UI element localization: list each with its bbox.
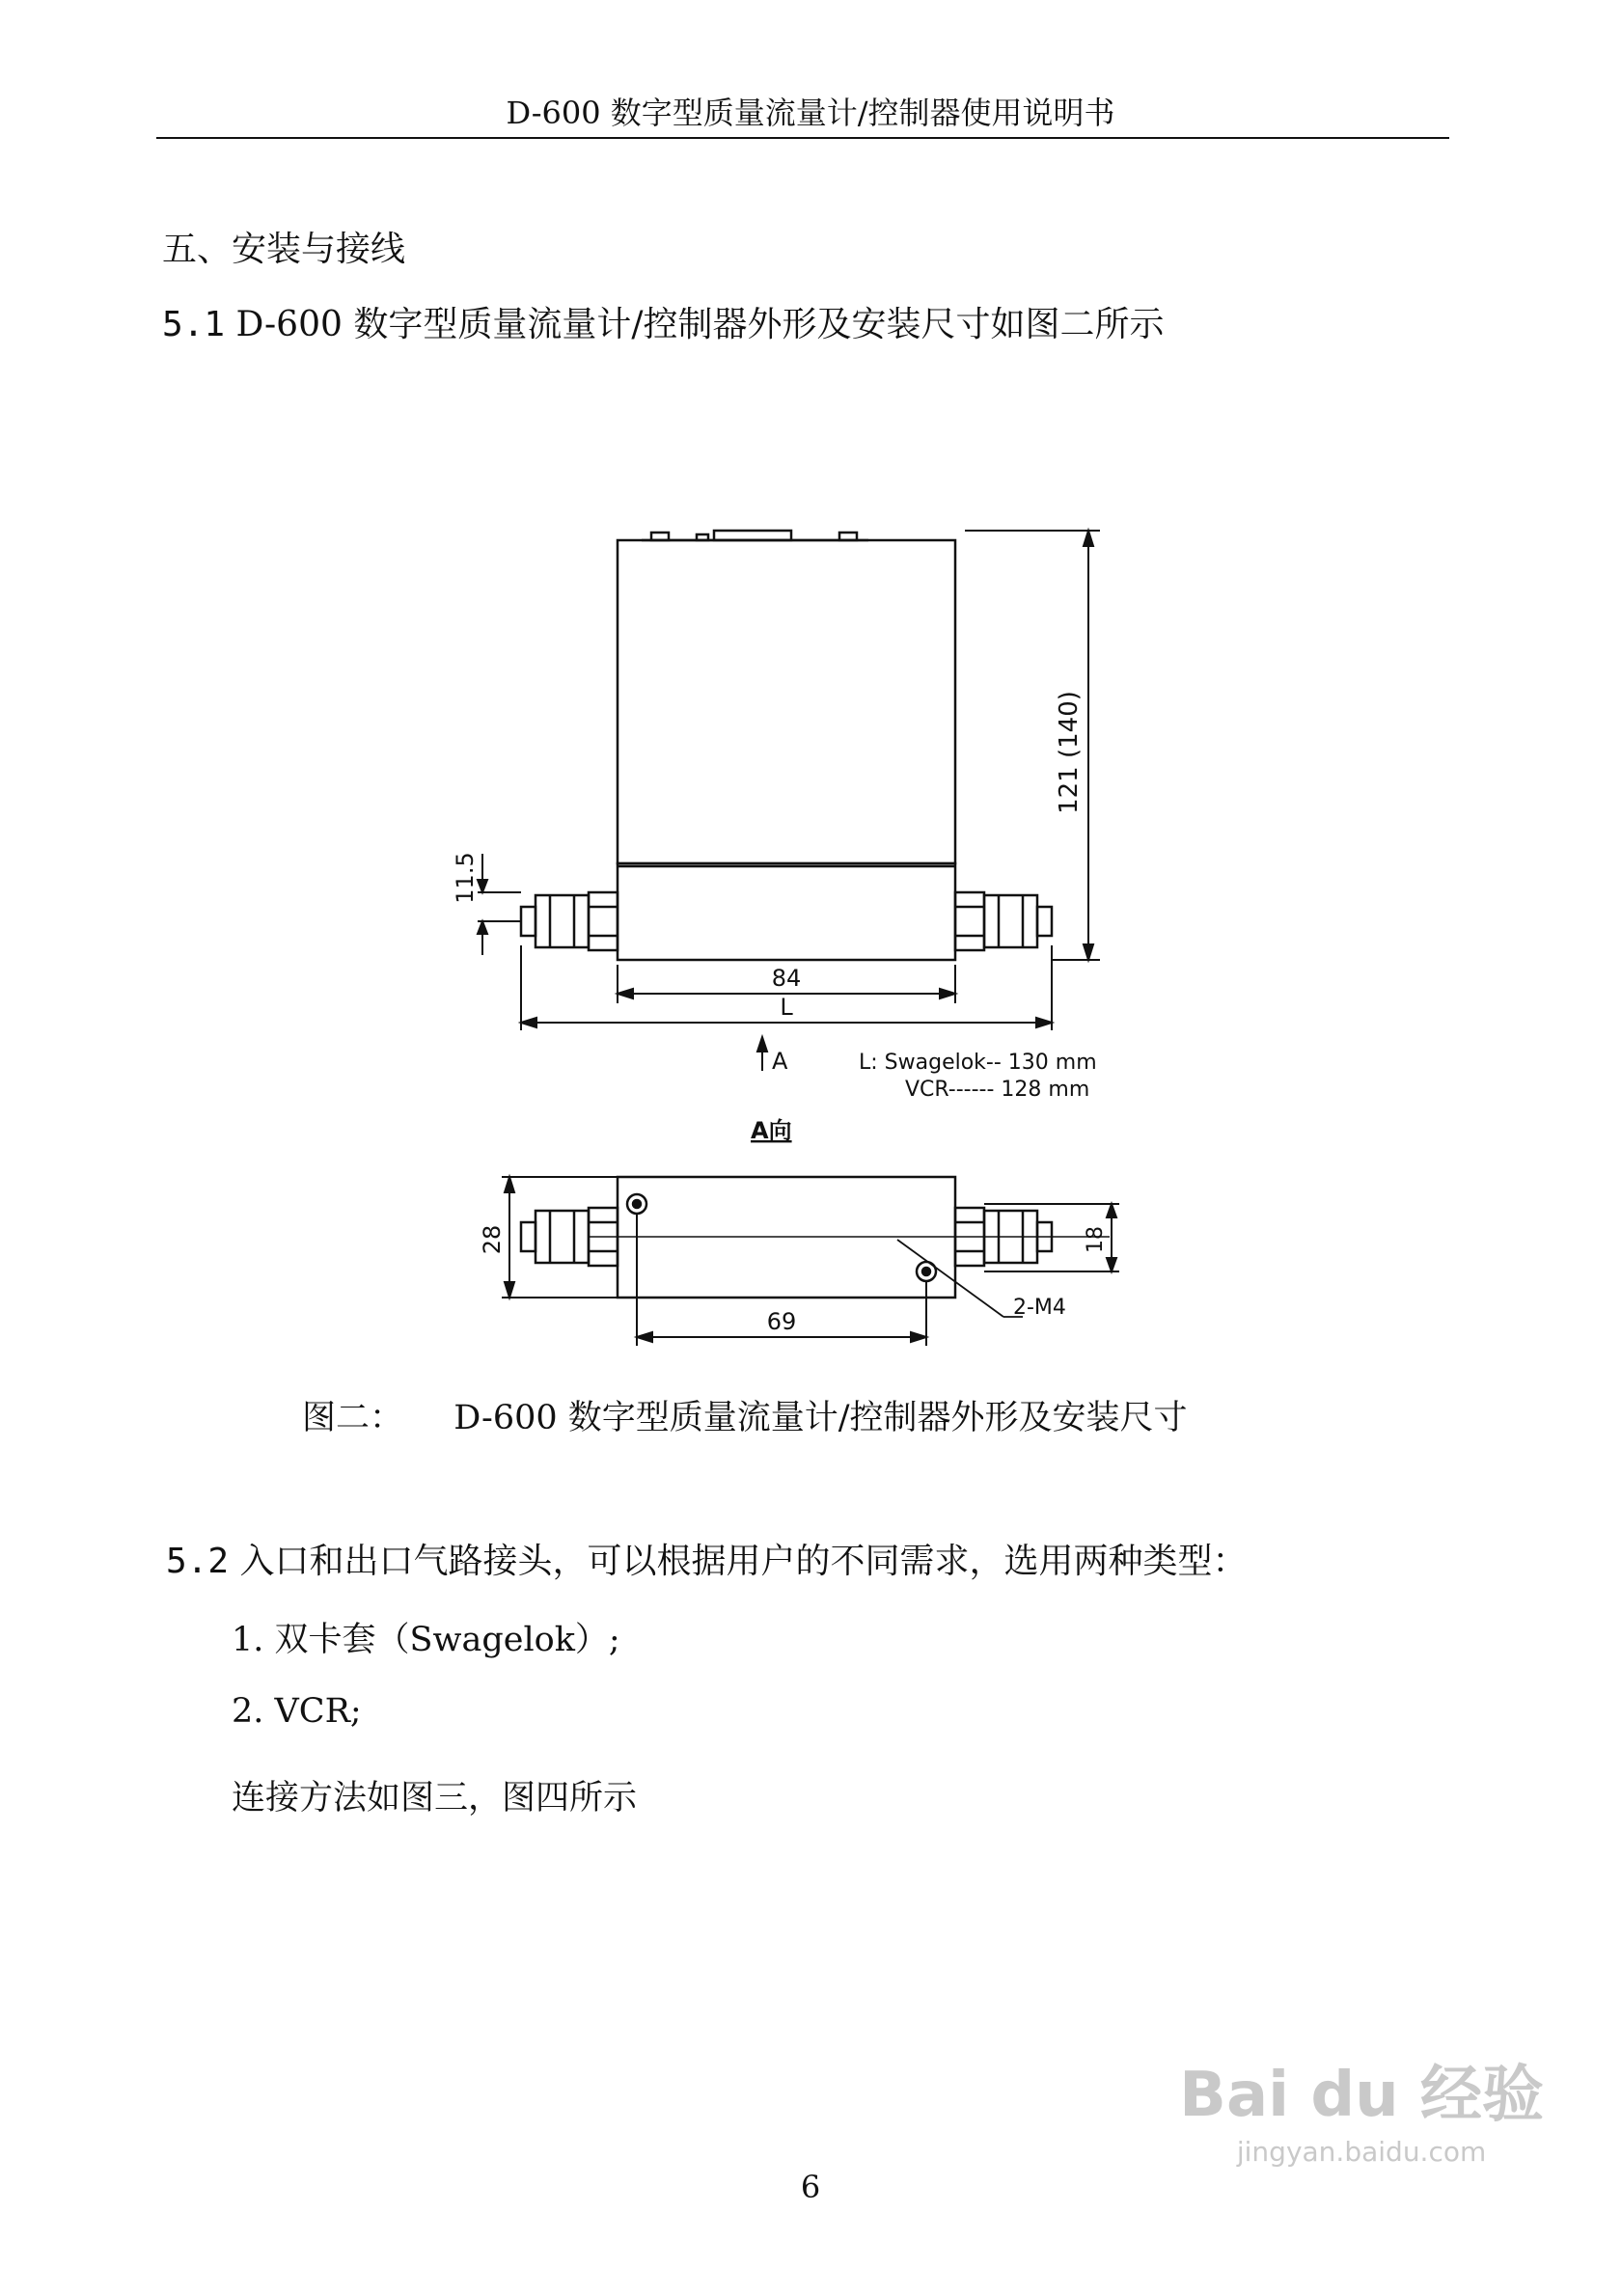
list-item: 2. VCR; [232, 1692, 362, 1731]
section-heading: 五、安装与接线 [162, 230, 406, 269]
watermark-logo: Bai du 经验 [1179, 2060, 1544, 2131]
list-item: 1. 双卡套（Swagelok）; [232, 1621, 620, 1659]
baidu-watermark [1179, 2060, 1544, 2168]
length-note-vcr: VCR------ 128 mm [905, 1078, 1090, 1102]
dim-offset-label: 18 [1084, 1226, 1108, 1253]
subsection-5-2 [166, 1534, 1248, 1583]
watermark-url: jingyan.baidu.com [1236, 2136, 1487, 2168]
dim-body-label: 84 [771, 965, 802, 992]
front-view [521, 531, 1052, 960]
dim-width-label: 28 [479, 1224, 506, 1255]
dimension-drawing [444, 502, 1177, 1351]
figure-caption [302, 1391, 1188, 1439]
figure-caption-text: D-600 数字型质量流量计/控制器外形及安装尺寸 [453, 1399, 1188, 1437]
dim-height-label: 121 (140) [1055, 691, 1084, 814]
header-rule [156, 137, 1449, 139]
dim-hole-spacing-label: 69 [766, 1308, 797, 1335]
length-note-swagelok: L: Swagelok-- 130 mm [859, 1051, 1097, 1075]
dim-fitting-label: 11.5 [452, 852, 479, 904]
dim-total-label: L [780, 994, 793, 1021]
subsection-text: D-600 数字型质量流量计/控制器外形及安装尺寸如图二所示 [235, 305, 1165, 344]
figure-caption-label: 图二： [302, 1399, 404, 1437]
running-header: D-600 数字型质量流量计/控制器使用说明书 [506, 95, 1115, 131]
subsection-5-1 [162, 297, 1164, 346]
subsection-number: 5.2 [166, 1542, 230, 1581]
subsection-text: 入口和出口气路接头，可以根据用户的不同需求，选用两种类型： [239, 1542, 1248, 1581]
subsection-number: 5.1 [162, 305, 226, 344]
view-arrow-label: A [772, 1048, 788, 1075]
body-note: 连接方法如图三，图四所示 [232, 1779, 638, 1818]
view-a-title: A向 [751, 1117, 792, 1144]
hole-callout-label: 2-M4 [1013, 1296, 1066, 1320]
page-number: 6 [800, 2169, 821, 2205]
